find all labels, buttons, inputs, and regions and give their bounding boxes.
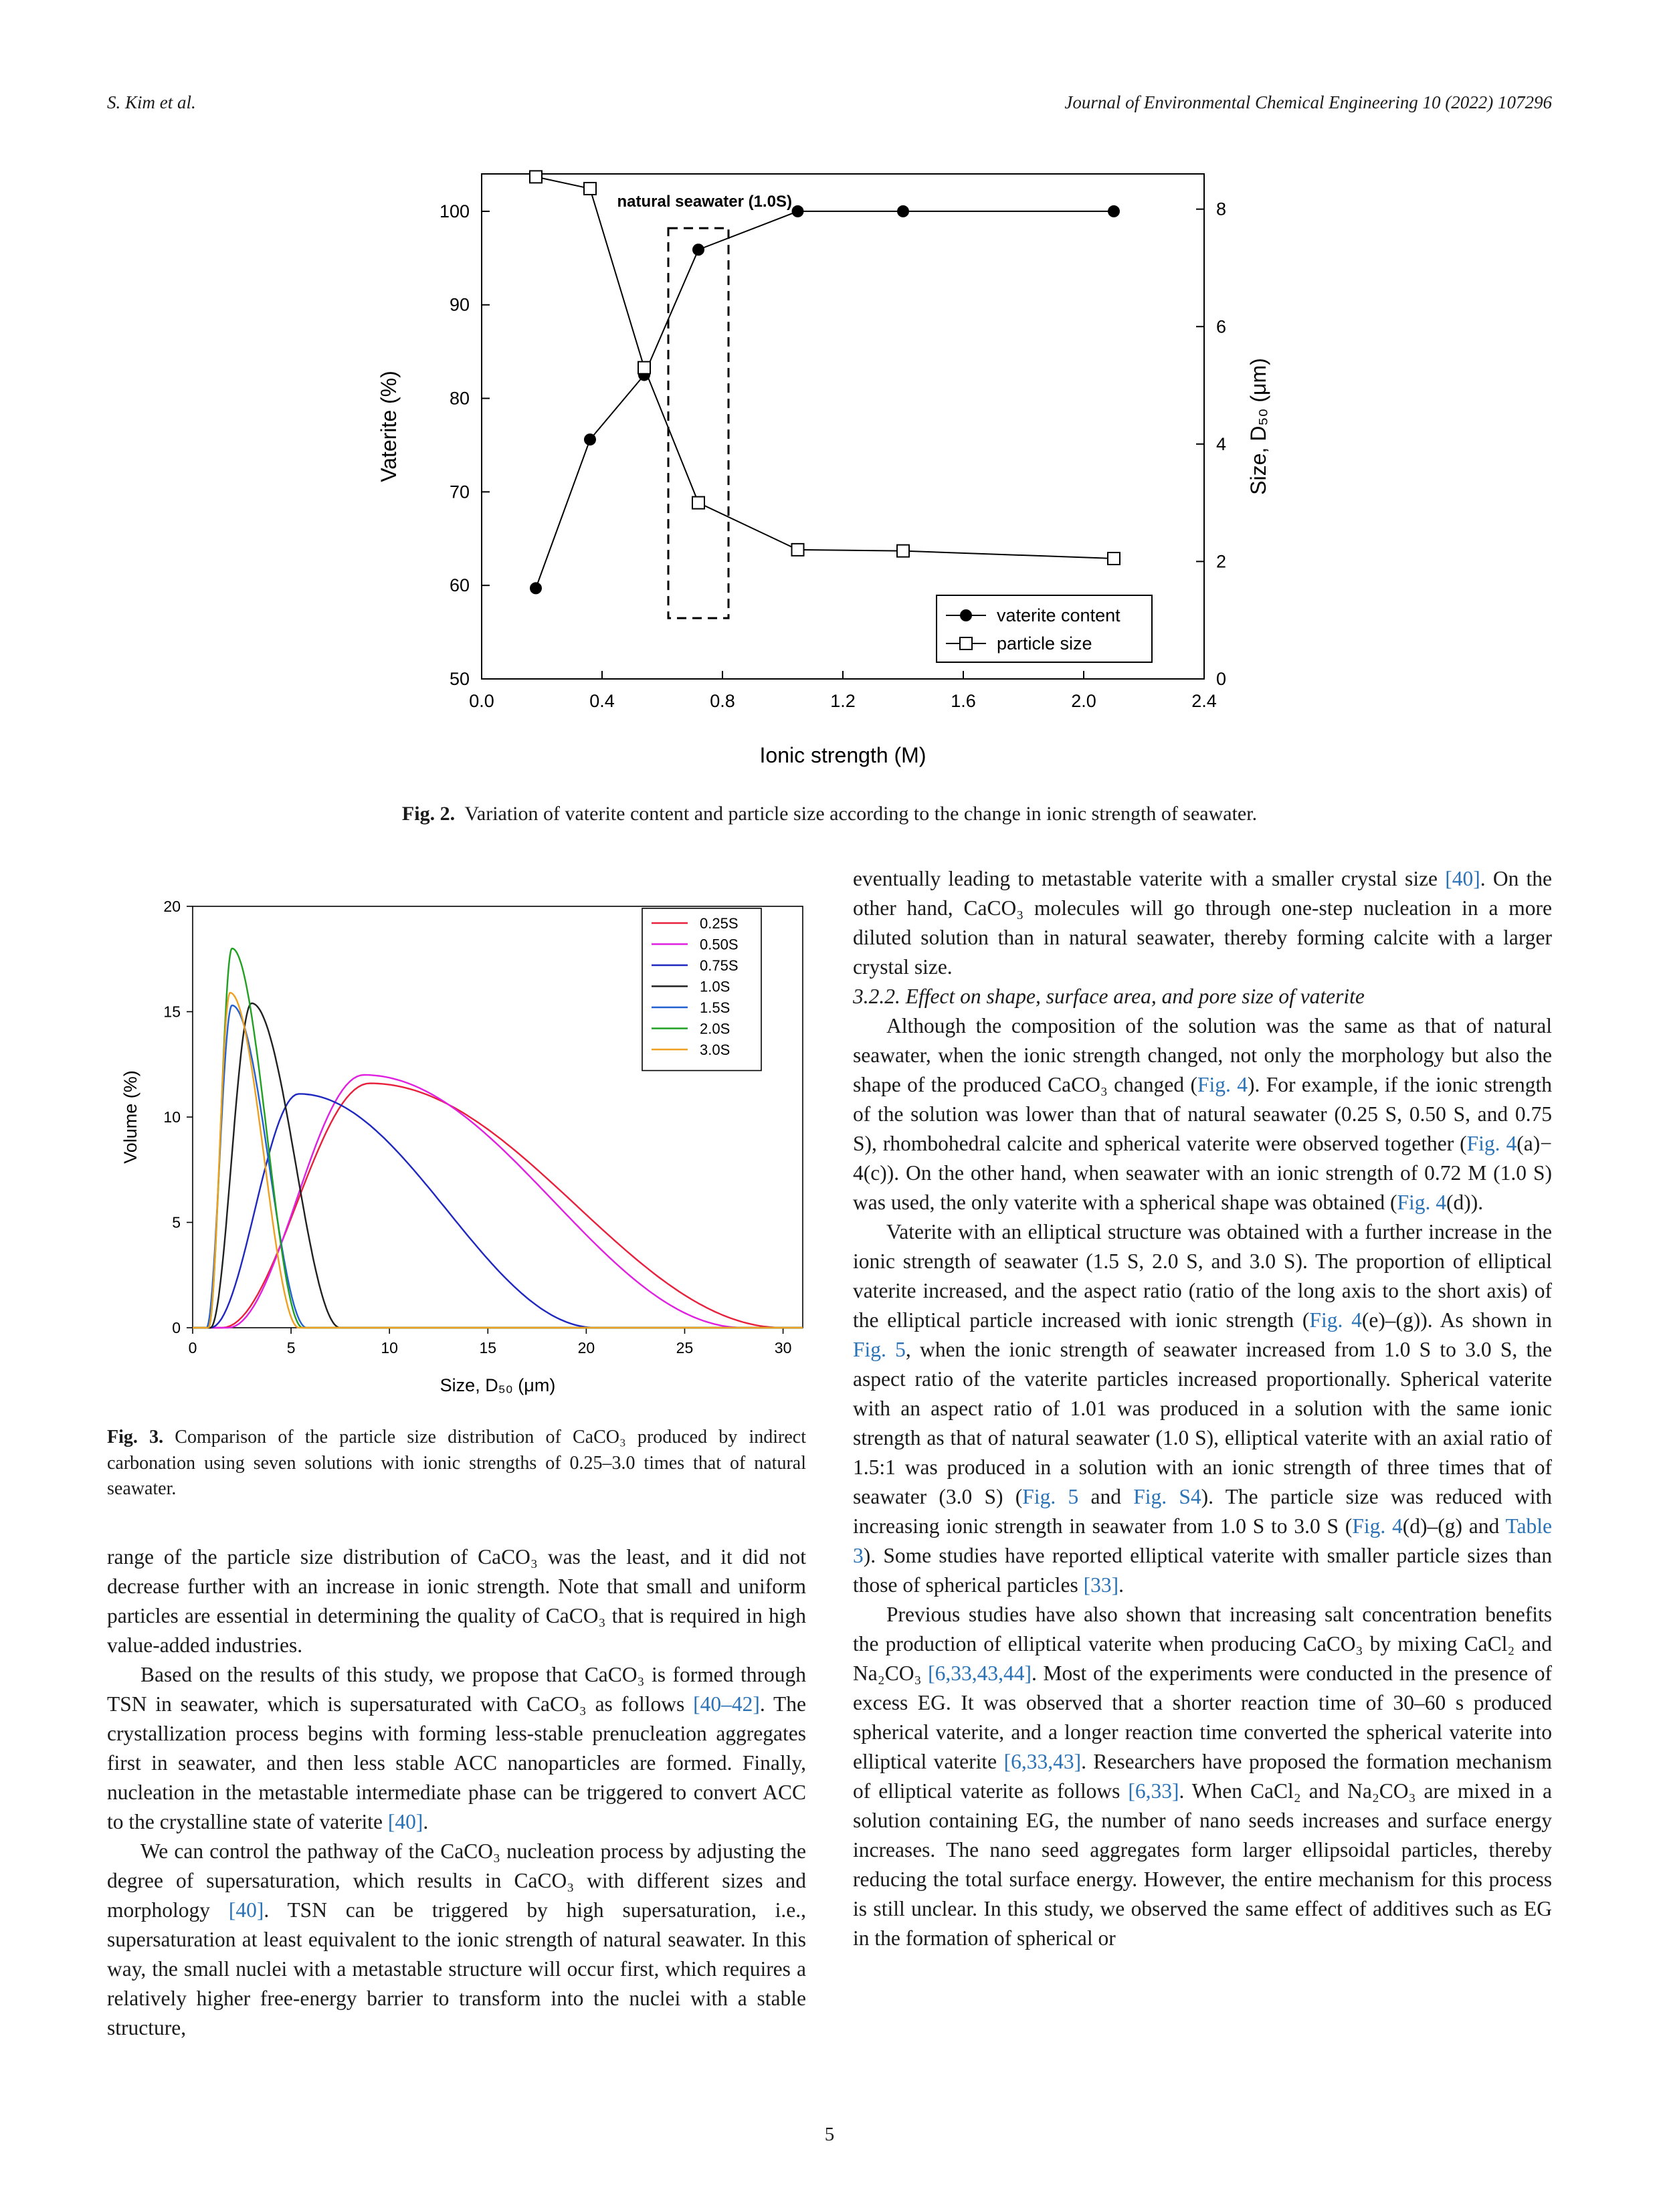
citation-link[interactable]: [40] (228, 1898, 264, 1922)
data-point-particle-size (638, 362, 650, 374)
x-tick-label: 0.4 (589, 691, 615, 711)
x-tick-label: 25 (676, 1339, 694, 1356)
series-line-particle-size (536, 177, 1114, 559)
x-tick-label: 20 (577, 1339, 595, 1356)
y-tick-label: 5 (172, 1213, 181, 1231)
text-run: (d)). (1446, 1191, 1484, 1214)
text-run: ). The particle size was reduced with increasing ionic strength in seawater from 1.0 S to 3.0 S ( (853, 1485, 1553, 1538)
figure-link[interactable]: Fig. 4 (1309, 1308, 1362, 1332)
data-point-particle-size (792, 544, 804, 556)
legend-label: 1.5S (700, 999, 730, 1016)
running-head-journal: Journal of Environmental Chemical Engineering 10 (2022) 107296 (1064, 92, 1552, 112)
y-tick-label: 20 (163, 898, 181, 915)
section-heading: 3.2.2. Effect on shape, surface area, and pore size of vaterite (853, 985, 1365, 1008)
paragraph (853, 1600, 1552, 1953)
y-tick-label: 90 (449, 294, 470, 315)
x-tick-label: 15 (479, 1339, 497, 1356)
data-point-particle-size (530, 171, 542, 183)
paragraph (107, 1837, 806, 2043)
text-run: . The crystallization process begins with forming less-stable prenucleation aggregates first in seawater, and then less stable ACC nanoparticles are formed. Finally, nucleation in the metastable intermediate phase can be triggered to convert ACC to the crystalline state of vaterite (107, 1692, 806, 1833)
legend-label: 0.25S (700, 915, 739, 932)
caption-label: Fig. 2. (401, 803, 456, 825)
data-point-vaterite-content (1108, 205, 1120, 217)
text-run: and (1090, 1485, 1121, 1508)
text-run: Previous studies have also shown that increasing salt concentration benefits the production of elliptical vaterite when producing CaCO₃ by mixing CaCl₂ and Na₂CO₃ (853, 1603, 1552, 1685)
figure-3-chart (107, 876, 816, 1411)
x-tick-label: 2.4 (1191, 691, 1217, 711)
figure-link[interactable]: Fig. 5 (1022, 1485, 1079, 1508)
caption-text: Comparison of the particle size distribution of CaCO₃ produced by indirect carbonation using seven solutions with ionic strengths of 0.25–3.0 times that of natural seawater. (107, 1427, 806, 1500)
figure-link[interactable]: Fig. 4 (1197, 1073, 1248, 1096)
figure-2-chart (361, 154, 1298, 796)
legend-label: 2.0S (700, 1020, 730, 1037)
text-run: Based on the results of this study, we propose that CaCO₃ is formed through TSN in seawater, which is supersaturated with CaCO₃ as follows (107, 1663, 806, 1716)
legend-marker (960, 637, 972, 649)
running-head-authors: S. Kim et al. (107, 92, 196, 112)
paragraph (107, 1660, 806, 1837)
y-tick-label: 60 (449, 575, 470, 596)
x-tick-label: 2.0 (1071, 691, 1096, 711)
x-tick-label: 0.8 (710, 691, 735, 711)
data-point-particle-size (692, 497, 704, 509)
text-run: . When CaCl₂ and Na₂CO₃ are mixed in a solution containing EG, the number of nano seeds increases and surface energy increases. The nano seed aggregates form larger ellipsoidal particles, thereby reducing the total surface energy. However, the entire mechanism for this process is still unclear. In this study, we observed the same effect of additives such as EG in the formation of spherical or (853, 1779, 1553, 1950)
x-tick-label: 30 (774, 1339, 792, 1356)
annotation-natural-seawater: natural seawater (1.0S) (617, 192, 792, 211)
text-run: ). Some studies have reported elliptical vaterite with smaller particle sizes than those of spherical particles (853, 1544, 1552, 1597)
series-line-vaterite-content (536, 211, 1114, 588)
y-axis-label: Volume (%) (120, 1070, 140, 1164)
data-point-vaterite-content (792, 205, 804, 217)
paragraph (107, 1542, 806, 1660)
text-run: Vaterite with an elliptical structure was obtained with a further increase in the ionic strength of seawater (1.5 S, 2.0 S, and 3.0 S). The proportion of elliptical vaterite increased, and the aspect ratio (ratio of the long axis to the short axis) of the elliptical particle increased with ionic strength ( (853, 1220, 1552, 1332)
figure-link[interactable]: Fig. 4 (1352, 1514, 1403, 1538)
data-point-particle-size (1108, 552, 1120, 565)
paragraph (853, 864, 1552, 982)
paragraph (853, 1011, 1552, 1217)
citation-link[interactable]: [40–42] (693, 1692, 760, 1716)
highlight-box (668, 228, 728, 618)
text-run: . (423, 1810, 429, 1833)
citation-link[interactable]: [40] (1445, 867, 1480, 890)
figure-link[interactable]: Fig. 4 (1466, 1132, 1517, 1155)
legend-label: particle size (997, 633, 1092, 653)
text-run: . Most of the experiments were conducted in the presence of excess EG. It was observed that a shorter reaction time of 30–60 s produced spherical vaterite, and a longer reaction time converted the spherical vaterite into elliptical vaterite (853, 1662, 1553, 1773)
text-run: , when the ionic strength of seawater increased from 1.0 S to 3.0 S, the aspect ratio of the vaterite particles increased proportionally. Spherical vaterite with an aspect ratio of 1.01 was produced in a solution with the same ionic strength as that of natural seawater (1.0 S), elliptical vaterite with an axial ratio of 1.5:1 was produced in a solution with an ionic strength of three times that of seawater (3.0 S) ( (853, 1338, 1552, 1508)
y-tick-label: 15 (163, 1003, 181, 1021)
x-tick-label: 5 (286, 1339, 296, 1356)
paragraph (853, 1217, 1552, 1600)
y-axis-label: Vaterite (%) (377, 371, 401, 482)
x-tick-label: 1.2 (830, 691, 856, 711)
text-run: (e)–(g)). As shown in (1361, 1308, 1552, 1332)
legend-label: 0.75S (700, 957, 739, 974)
text-run: Although the composition of the solution was the same as that of natural seawater, when the ionic strength changed, not only the morphology but also the shape of the produced CaCO₃ changed ( (853, 1014, 1552, 1096)
x-tick-label: 0.0 (469, 691, 494, 711)
caption-text: Variation of vaterite content and particle size according to the change in ionic strength of seawater. (464, 803, 1258, 825)
figure-link[interactable]: Fig. 4 (1397, 1191, 1447, 1214)
x-axis-label: Ionic strength (M) (759, 743, 926, 767)
x-tick-label: 0 (188, 1339, 197, 1356)
citation-link[interactable]: [6,33,43,44] (928, 1662, 1032, 1685)
text-run: We can control the pathway of the CaCO₃ nucleation process by adjusting the degree of supersaturation, which results in CaCO₃ with different sizes and morphology (107, 1839, 806, 1922)
text-run: range of the particle size distribution of CaCO₃ was the least, and it did not decrease further with an increase in ionic strength. Note that small and uniform particles are essential in determining the quality of CaCO₃ that is required in high value-added industries. (107, 1545, 806, 1657)
data-point-particle-size (584, 183, 596, 195)
legend-label: 3.0S (700, 1041, 730, 1058)
citation-link[interactable]: [33] (1083, 1573, 1119, 1597)
figure-2-caption (107, 803, 1552, 825)
right-column-text (853, 864, 1552, 1953)
legend-label: 0.50S (700, 936, 739, 953)
y2-axis-label: Size, D₅₀ (μm) (1246, 358, 1270, 495)
citation-link[interactable]: [6,33] (1128, 1779, 1179, 1803)
citation-link[interactable]: [6,33,43] (1003, 1750, 1082, 1773)
y2-tick-label: 4 (1216, 433, 1227, 454)
x-tick-label: 1.6 (951, 691, 976, 711)
text-run: (d)–(g) and (1402, 1514, 1500, 1538)
data-point-vaterite-content (530, 582, 542, 594)
y-tick-label: 10 (163, 1108, 181, 1126)
text-run: . TSN can be triggered by high supersaturation, i.e., supersaturation at least equivalent to the ionic strength of natural seawater. In this way, the small nuclei with a metastable structure will occur first, which requires a relatively higher free-energy barrier to transform into the nuclei with a stable structure, (107, 1898, 807, 2039)
y-tick-label: 0 (172, 1319, 181, 1336)
figure-link[interactable]: Fig. S4 (1133, 1485, 1201, 1508)
y-tick-label: 100 (439, 201, 470, 221)
y-tick-label: 80 (449, 388, 470, 409)
y2-tick-label: 2 (1216, 551, 1227, 572)
text-run: eventually leading to metastable vaterite with a smaller crystal size (853, 867, 1438, 890)
page-number: 5 (824, 2124, 835, 2145)
legend-label: 1.0S (700, 978, 730, 995)
data-point-particle-size (897, 545, 909, 557)
y2-tick-label: 8 (1216, 199, 1227, 219)
text-run: . (1118, 1573, 1124, 1597)
figure-3-caption (107, 1425, 806, 1502)
y2-tick-label: 0 (1216, 669, 1227, 689)
y-tick-label: 50 (449, 669, 470, 689)
x-tick-label: 10 (381, 1339, 398, 1356)
text-run: (a)− 4(c)). On the other hand, when seawater with an ionic strength of 0.72 M (1.0 S) was used, the only vaterite with a spherical shape was obtained ( (853, 1132, 1552, 1214)
table-link[interactable]: Table 3 (853, 1514, 1552, 1567)
y-tick-label: 70 (449, 482, 470, 502)
left-column-text (107, 1542, 806, 2043)
figure-link[interactable]: Fig. 5 (853, 1338, 906, 1361)
data-point-vaterite-content (897, 205, 909, 217)
data-point-vaterite-content (584, 433, 596, 445)
text-run: ). For example, if the ionic strength of the solution was lower than that of natural seawater (0.25 S, 0.50 S, and 0.75 S), rhombohedral calcite and spherical vaterite were observed together ( (853, 1073, 1552, 1155)
legend-label: vaterite content (997, 605, 1120, 625)
data-point-vaterite-content (692, 243, 704, 256)
citation-link[interactable]: [40] (387, 1810, 423, 1833)
y2-tick-label: 6 (1216, 316, 1227, 337)
x-axis-label: Size, D₅₀ (μm) (440, 1375, 556, 1395)
text-run: . Researchers have proposed the formation mechanism of elliptical vaterite as follows (853, 1750, 1552, 1803)
text-run: . On the other hand, CaCO₃ molecules will go through one-step nucleation in a more diluted solution than in natural seawater, thereby forming calcite with a larger crystal size. (853, 867, 1553, 979)
caption-label: Fig. 3. (107, 1427, 164, 1447)
legend-marker (960, 609, 972, 621)
